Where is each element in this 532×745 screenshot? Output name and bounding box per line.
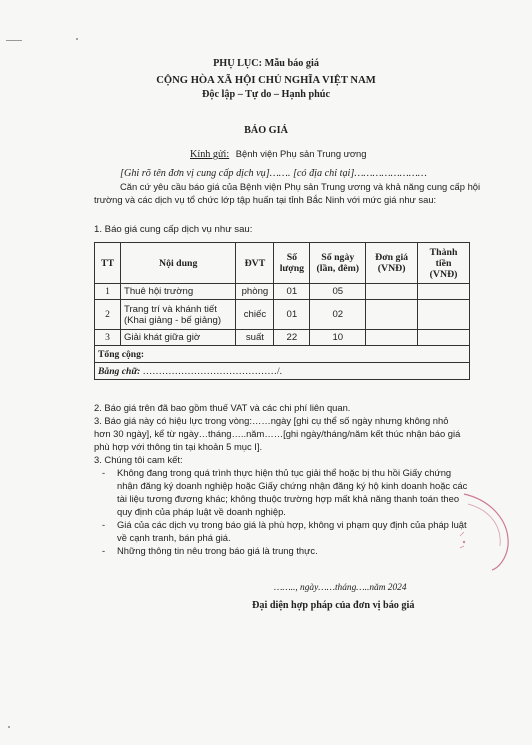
cell-unit: phòng — [236, 284, 274, 300]
note-2: 2. Báo giá trên đã bao gồm thuế VAT và các chi phí liên quan. — [94, 402, 351, 413]
bullet-marker: - — [102, 519, 106, 530]
cell-content: Giải khát giữa giờ — [120, 330, 235, 346]
intro-line-2: trường và các dịch vụ tổ chức lớp tập huấn tại tỉnh Bắc Ninh với mức giá như sau: — [94, 194, 437, 205]
col-header-tt: TT — [95, 243, 121, 284]
cell-unit-price — [366, 300, 418, 330]
scan-mark — [76, 38, 78, 40]
nation-title: CỘNG HÒA XÃ HỘI CHỦ NGHĨA VIỆT NAM — [156, 75, 376, 86]
cell-tt: 3 — [95, 330, 121, 346]
cell-days: 02 — [310, 300, 366, 330]
recipient-label: Kính gửi: — [190, 149, 230, 160]
section-1-heading: 1. Báo giá cung cấp dịch vụ như sau: — [94, 224, 253, 235]
cell-tt: 2 — [95, 300, 121, 330]
note-3-line-1: 3. Báo giá này có hiệu lực trong vòng:……ngày [ghi cụ thể số ngày nhưng không nhỏ — [94, 415, 449, 426]
national-motto: Độc lập – Tự do – Hạnh phúc — [202, 89, 330, 100]
commitment-2-line-1: Giá của các dịch vụ trong báo giá là phù hợp, không vi phạm quy định của pháp luật — [117, 519, 467, 530]
cell-quantity: 01 — [274, 300, 310, 330]
intro-line-1: Căn cứ yêu cầu báo giá của Bệnh viện Phụ sản Trung ương và khả năng cung cấp hội — [120, 181, 481, 192]
appendix-title: PHỤ LỤC: Mẫu báo giá — [213, 58, 319, 69]
recipient-line — [190, 148, 367, 160]
amount-in-words — [95, 363, 470, 380]
col-header-unit: ĐVT — [236, 243, 274, 284]
cell-content: Thuê hội trường — [120, 284, 235, 300]
quote-table — [94, 242, 470, 380]
bullet-marker: - — [102, 467, 106, 478]
words-placeholder: ……………………………………/. — [142, 365, 283, 377]
scan-mark — [8, 726, 10, 728]
cell-unit-price — [366, 284, 418, 300]
red-stamp-seal — [456, 488, 516, 572]
col-header-content: Nội dung — [120, 243, 235, 284]
commitment-1-line-2: nhận đăng ký doanh nghiệp hoặc Giấy chứng nhận đăng ký hộ kinh doanh hoặc các — [117, 480, 468, 491]
cell-days: 05 — [310, 284, 366, 300]
commitment-3: Những thông tin nêu trong báo giá là trung thực. — [117, 545, 318, 556]
commitment-2-line-2: về cạnh tranh, bán phá giá. — [117, 532, 231, 543]
col-header-amount: Thành tiền (VNĐ) — [418, 243, 470, 284]
note-3-line-2: hơn 30 ngày], kể từ ngày…tháng…..năm……[ghi ngày/tháng/năm kết thúc nhận báo giá — [94, 428, 461, 439]
cell-quantity: 22 — [274, 330, 310, 346]
col-header-days: Số ngày (lần, đêm) — [310, 243, 366, 284]
table-words-row — [95, 363, 470, 380]
commitment-1-line-1: Không đang trong quá trình thực hiện thủ tục giải thể hoặc bị thu hồi Giấy chứng — [117, 467, 452, 478]
note-3-line-3: phù hợp với thông tin tại khoản 5 mục I]. — [94, 441, 263, 452]
total-label: Tổng cộng: — [95, 346, 470, 363]
cell-days: 10 — [310, 330, 366, 346]
cell-tt: 1 — [95, 284, 121, 300]
signature-title: Đại diện hợp pháp của đơn vị báo giá — [252, 600, 415, 611]
table-row — [95, 330, 470, 346]
commitment-heading: 3. Chúng tôi cam kết: — [94, 454, 183, 465]
commitment-1-line-3: tài liệu tương đương khác; không thuộc trường hợp mất khả năng thanh toán theo — [117, 493, 460, 504]
col-header-unit-price: Đơn giá (VNĐ) — [366, 243, 418, 284]
cell-amount — [418, 284, 470, 300]
cell-quantity: 01 — [274, 284, 310, 300]
bullet-marker: - — [102, 545, 106, 556]
table-row — [95, 300, 470, 330]
document-title: BÁO GIÁ — [244, 125, 288, 136]
scan-mark — [6, 40, 22, 41]
signature-date: …….., ngày……tháng…..năm 2024 — [274, 583, 407, 593]
cell-unit-price — [366, 330, 418, 346]
recipient-name: Bệnh viện Phụ sản Trung ương — [235, 148, 367, 159]
words-label: Bằng chữ: — [98, 365, 141, 377]
cell-unit: suất — [236, 330, 274, 346]
table-total-row — [95, 346, 470, 363]
cell-amount — [418, 300, 470, 330]
commitment-1-line-4: quy định của pháp luật về doanh nghiệp. — [117, 506, 286, 517]
cell-amount — [418, 330, 470, 346]
col-header-quantity: Số lượng — [274, 243, 310, 284]
provider-line: [Ghi rõ tên đơn vị cung cấp dịch vụ]……. [có địa chỉ tại]…………………… — [120, 168, 427, 179]
cell-content: Trang trí và khánh tiết (Khai giảng - bế giảng) — [120, 300, 235, 330]
table-row — [95, 284, 470, 300]
cell-unit: chiếc — [236, 300, 274, 330]
table-header-row — [95, 243, 470, 284]
